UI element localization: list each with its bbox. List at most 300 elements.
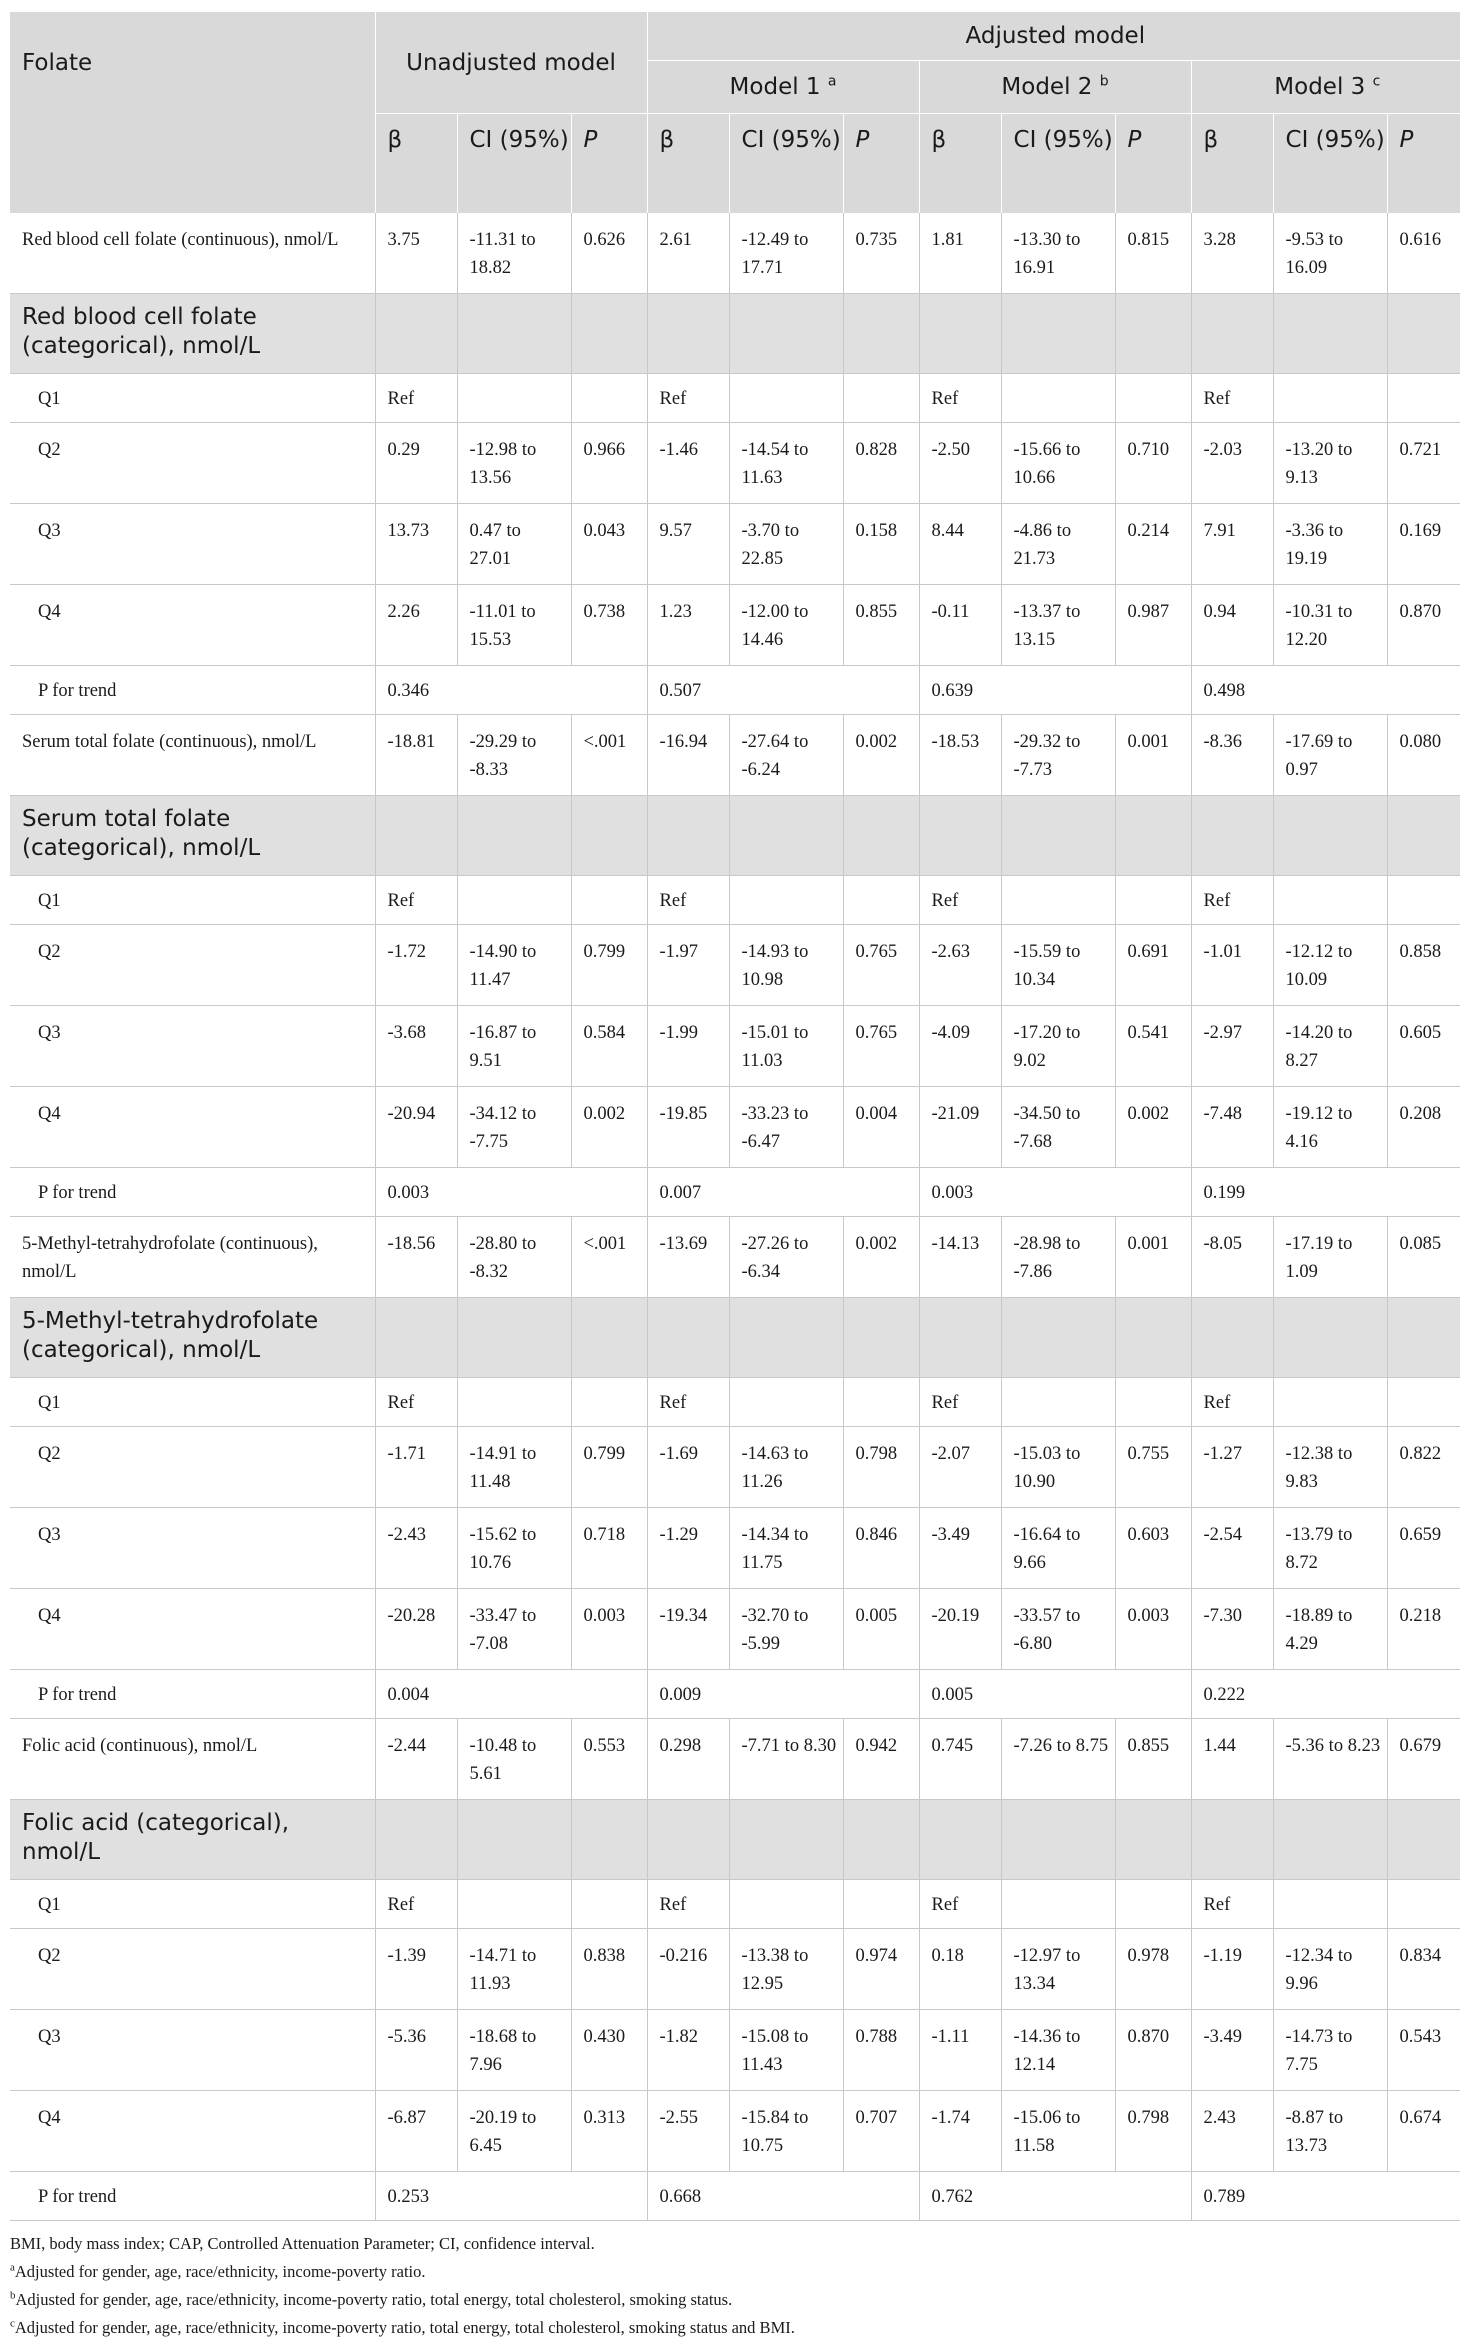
section-cell	[1273, 796, 1387, 876]
p-cell: 0.002	[571, 1087, 647, 1168]
footnote	[10, 2315, 1456, 2340]
p-cell: 0.004	[843, 1087, 919, 1168]
trend-row	[10, 2172, 1460, 2221]
section-cell	[1273, 294, 1387, 374]
section-cell	[729, 1800, 843, 1880]
footnote-marker: a	[10, 2261, 15, 2274]
beta-cell: -20.19	[919, 1589, 1001, 1670]
p-cell: 0.870	[1115, 2010, 1191, 2091]
section-cell	[1115, 294, 1191, 374]
ci-cell: -15.03 to 10.90	[1001, 1427, 1115, 1508]
beta-cell: -2.43	[375, 1508, 457, 1589]
beta-cell: -1.01	[1191, 925, 1273, 1006]
beta-cell: 13.73	[375, 504, 457, 585]
ci-cell: -14.63 to 11.26	[729, 1427, 843, 1508]
beta-cell: 2.26	[375, 585, 457, 666]
ci-cell: -12.49 to 17.71	[729, 213, 843, 294]
ci-cell	[1273, 1378, 1387, 1427]
ci-cell: -15.01 to 11.03	[729, 1006, 843, 1087]
beta-cell: -7.30	[1191, 1589, 1273, 1670]
ci-cell	[457, 374, 571, 423]
section-cell	[919, 1298, 1001, 1378]
p-cell	[571, 1880, 647, 1929]
section-cell	[375, 1800, 457, 1880]
section-cell	[843, 294, 919, 374]
ci-header-0: CI (95%)	[457, 114, 571, 214]
beta-cell: Ref	[919, 876, 1001, 925]
beta-cell: 2.43	[1191, 2091, 1273, 2172]
section-cell	[571, 796, 647, 876]
ci-cell: -14.93 to 10.98	[729, 925, 843, 1006]
row-label: Serum total folate (continuous), nmol/L	[10, 715, 375, 796]
beta-cell: 9.57	[647, 504, 729, 585]
row-label: Q1	[10, 1880, 375, 1929]
ci-cell: -32.70 to -5.99	[729, 1589, 843, 1670]
section-row	[10, 1800, 1460, 1880]
p-cell: 0.798	[1115, 2091, 1191, 2172]
beta-cell: -2.63	[919, 925, 1001, 1006]
ci-cell: -14.36 to 12.14	[1001, 2010, 1115, 2091]
section-cell	[843, 1298, 919, 1378]
footnote	[10, 2231, 1456, 2256]
model2-sup: b	[1099, 73, 1109, 90]
section-cell	[571, 294, 647, 374]
table-row	[10, 1589, 1460, 1670]
beta-cell: -1.46	[647, 423, 729, 504]
ci-cell	[1001, 876, 1115, 925]
row-label: Q3	[10, 504, 375, 585]
ci-cell: -34.12 to -7.75	[457, 1087, 571, 1168]
section-cell	[375, 796, 457, 876]
ci-cell: -15.84 to 10.75	[729, 2091, 843, 2172]
p-cell: 0.005	[843, 1589, 919, 1670]
beta-cell: -18.56	[375, 1217, 457, 1298]
p-cell	[571, 1378, 647, 1427]
table-row	[10, 374, 1460, 423]
p-trend-cell: 0.668	[647, 2172, 919, 2221]
beta-cell: -3.68	[375, 1006, 457, 1087]
p-trend-cell: 0.507	[647, 666, 919, 715]
beta-cell: -4.09	[919, 1006, 1001, 1087]
ci-cell: -14.20 to 8.27	[1273, 1006, 1387, 1087]
section-row	[10, 796, 1460, 876]
ci-cell	[1273, 876, 1387, 925]
row-label: Q4	[10, 585, 375, 666]
table-row	[10, 925, 1460, 1006]
table-row	[10, 715, 1460, 796]
section-cell	[1273, 1800, 1387, 1880]
footnote-text: Adjusted for gender, age, race/ethnicity, income-poverty ratio.	[14, 2262, 426, 2281]
p-cell: 0.870	[1387, 585, 1460, 666]
section-cell	[1191, 1800, 1273, 1880]
beta-cell: Ref	[647, 1880, 729, 1929]
p-cell: 0.834	[1387, 1929, 1460, 2010]
p-cell: 0.002	[843, 1217, 919, 1298]
footnote-text: BMI, body mass index; CAP, Controlled Attenuation Parameter; CI, confidence interval.	[10, 2234, 595, 2253]
p-trend-cell: 0.005	[919, 1670, 1191, 1719]
ci-cell	[729, 876, 843, 925]
ci-cell: -3.36 to 19.19	[1273, 504, 1387, 585]
ci-cell: -17.69 to 0.97	[1273, 715, 1387, 796]
row-label: P for trend	[10, 1168, 375, 1217]
section-cell	[647, 796, 729, 876]
p-cell: 0.978	[1115, 1929, 1191, 2010]
section-cell	[1001, 796, 1115, 876]
p-cell: 0.584	[571, 1006, 647, 1087]
footnote	[10, 2287, 1456, 2312]
p-trend-cell: 0.009	[647, 1670, 919, 1719]
ci-cell: 0.47 to 27.01	[457, 504, 571, 585]
ci-cell	[729, 1880, 843, 1929]
table-row	[10, 1217, 1460, 1298]
p-cell: 0.788	[843, 2010, 919, 2091]
row-label: Q3	[10, 2010, 375, 2091]
trend-row	[10, 666, 1460, 715]
beta-header-2: β	[919, 114, 1001, 214]
p-cell: 0.214	[1115, 504, 1191, 585]
table-row	[10, 1427, 1460, 1508]
ci-cell: -11.01 to 15.53	[457, 585, 571, 666]
beta-cell: -8.36	[1191, 715, 1273, 796]
ci-cell: -5.36 to 8.23	[1273, 1719, 1387, 1800]
p-cell	[843, 1880, 919, 1929]
ci-cell: -15.06 to 11.58	[1001, 2091, 1115, 2172]
ci-cell: -29.29 to -8.33	[457, 715, 571, 796]
section-cell	[1387, 796, 1460, 876]
section-cell	[1387, 1298, 1460, 1378]
section-cell	[729, 1298, 843, 1378]
p-cell: 0.765	[843, 925, 919, 1006]
table-container	[10, 12, 1456, 2340]
p-cell: 0.553	[571, 1719, 647, 1800]
ci-cell: -18.89 to 4.29	[1273, 1589, 1387, 1670]
ci-cell: -10.48 to 5.61	[457, 1719, 571, 1800]
section-cell	[647, 1800, 729, 1880]
ci-cell: -4.86 to 21.73	[1001, 504, 1115, 585]
section-cell	[1191, 796, 1273, 876]
table-header	[10, 12, 1460, 213]
row-label: Q4	[10, 1087, 375, 1168]
p-cell: 0.846	[843, 1508, 919, 1589]
beta-cell: -18.81	[375, 715, 457, 796]
beta-cell: -2.03	[1191, 423, 1273, 504]
ci-cell: -34.50 to -7.68	[1001, 1087, 1115, 1168]
trend-row	[10, 1168, 1460, 1217]
ci-cell: -27.64 to -6.24	[729, 715, 843, 796]
ci-cell	[457, 1378, 571, 1427]
beta-cell: 7.91	[1191, 504, 1273, 585]
p-cell: 0.974	[843, 1929, 919, 2010]
ci-cell	[1273, 374, 1387, 423]
beta-cell: -2.97	[1191, 1006, 1273, 1087]
section-label: 5-Methyl-tetrahydrofolate (categorical), nmol/L	[10, 1298, 375, 1378]
p-trend-cell: 0.003	[919, 1168, 1191, 1217]
table-body	[10, 213, 1460, 2221]
section-cell	[1115, 1298, 1191, 1378]
p-cell: 0.616	[1387, 213, 1460, 294]
p-header-1: P	[843, 114, 919, 214]
ci-cell: -29.32 to -7.73	[1001, 715, 1115, 796]
beta-cell: 0.298	[647, 1719, 729, 1800]
ci-cell: -19.12 to 4.16	[1273, 1087, 1387, 1168]
ci-cell: -14.91 to 11.48	[457, 1427, 571, 1508]
model1-label: Model 1	[729, 74, 821, 100]
table-footnotes	[10, 2231, 1456, 2340]
p-cell	[1115, 374, 1191, 423]
p-cell: 0.541	[1115, 1006, 1191, 1087]
section-cell	[1001, 294, 1115, 374]
table-row	[10, 585, 1460, 666]
beta-cell: -1.72	[375, 925, 457, 1006]
beta-cell: -1.39	[375, 1929, 457, 2010]
section-cell	[1191, 1298, 1273, 1378]
p-cell: 0.169	[1387, 504, 1460, 585]
p-cell: 0.313	[571, 2091, 647, 2172]
section-cell	[571, 1800, 647, 1880]
p-cell: 0.838	[571, 1929, 647, 2010]
beta-cell: -14.13	[919, 1217, 1001, 1298]
section-cell	[729, 294, 843, 374]
p-cell: 0.659	[1387, 1508, 1460, 1589]
beta-cell: -1.11	[919, 2010, 1001, 2091]
table-row	[10, 423, 1460, 504]
beta-cell: 0.745	[919, 1719, 1001, 1800]
p-cell: 0.543	[1387, 2010, 1460, 2091]
ci-cell: -18.68 to 7.96	[457, 2010, 571, 2091]
table-row	[10, 1508, 1460, 1589]
beta-cell: -19.85	[647, 1087, 729, 1168]
beta-cell: 8.44	[919, 504, 1001, 585]
p-trend-cell: 0.639	[919, 666, 1191, 715]
beta-cell: -2.55	[647, 2091, 729, 2172]
ci-cell: -13.79 to 8.72	[1273, 1508, 1387, 1589]
ci-header-2: CI (95%)	[1001, 114, 1115, 214]
p-cell: 0.721	[1387, 423, 1460, 504]
ci-cell: -12.97 to 13.34	[1001, 1929, 1115, 2010]
p-cell	[571, 876, 647, 925]
p-cell: 0.001	[1115, 1217, 1191, 1298]
beta-cell: -20.28	[375, 1589, 457, 1670]
ci-cell	[1001, 1378, 1115, 1427]
model3-header	[1191, 61, 1460, 114]
p-cell: 0.674	[1387, 2091, 1460, 2172]
ci-cell: -11.31 to 18.82	[457, 213, 571, 294]
beta-cell: -8.05	[1191, 1217, 1273, 1298]
p-cell	[843, 374, 919, 423]
ci-cell: -7.71 to 8.30	[729, 1719, 843, 1800]
beta-cell: 1.23	[647, 585, 729, 666]
p-cell	[1115, 876, 1191, 925]
section-cell	[1191, 294, 1273, 374]
section-cell	[1387, 294, 1460, 374]
beta-cell: Ref	[1191, 374, 1273, 423]
section-cell	[375, 294, 457, 374]
beta-cell: -3.49	[1191, 2010, 1273, 2091]
beta-cell: -1.74	[919, 2091, 1001, 2172]
ci-cell: -12.98 to 13.56	[457, 423, 571, 504]
p-header-3: P	[1387, 114, 1460, 214]
beta-cell: 3.75	[375, 213, 457, 294]
beta-cell: -16.94	[647, 715, 729, 796]
section-cell	[919, 294, 1001, 374]
ci-cell: -15.62 to 10.76	[457, 1508, 571, 1589]
p-cell: 0.987	[1115, 585, 1191, 666]
beta-cell: 0.29	[375, 423, 457, 504]
p-cell: 0.799	[571, 925, 647, 1006]
ci-cell	[1001, 1880, 1115, 1929]
p-cell: 0.001	[1115, 715, 1191, 796]
p-trend-cell: 0.498	[1191, 666, 1460, 715]
p-cell	[843, 1378, 919, 1427]
section-label: Folic acid (categorical), nmol/L	[10, 1800, 375, 1880]
p-cell: 0.735	[843, 213, 919, 294]
beta-cell: -1.97	[647, 925, 729, 1006]
section-label: Red blood cell folate (categorical), nmol/L	[10, 294, 375, 374]
p-cell: 0.718	[571, 1508, 647, 1589]
row-label: Q4	[10, 1589, 375, 1670]
beta-header-1: β	[647, 114, 729, 214]
p-cell: 0.003	[571, 1589, 647, 1670]
ci-cell: -3.70 to 22.85	[729, 504, 843, 585]
section-cell	[647, 294, 729, 374]
p-cell: 0.755	[1115, 1427, 1191, 1508]
beta-cell: 1.44	[1191, 1719, 1273, 1800]
beta-cell: -1.27	[1191, 1427, 1273, 1508]
table-row	[10, 1719, 1460, 1800]
beta-cell: Ref	[1191, 876, 1273, 925]
p-cell	[843, 876, 919, 925]
row-label: Folic acid (continuous), nmol/L	[10, 1719, 375, 1800]
section-cell	[457, 1298, 571, 1378]
table-row	[10, 1378, 1460, 1427]
section-cell	[1001, 1800, 1115, 1880]
beta-cell: Ref	[1191, 1378, 1273, 1427]
model3-sup: c	[1372, 73, 1381, 90]
section-cell	[1273, 1298, 1387, 1378]
beta-cell: -1.82	[647, 2010, 729, 2091]
beta-cell: -5.36	[375, 2010, 457, 2091]
ci-cell: -14.73 to 7.75	[1273, 2010, 1387, 2091]
p-trend-cell: 0.346	[375, 666, 647, 715]
beta-cell: -1.29	[647, 1508, 729, 1589]
p-cell	[1387, 1880, 1460, 1929]
subheader-row	[10, 114, 1460, 214]
ci-cell: -13.37 to 13.15	[1001, 585, 1115, 666]
trend-row	[10, 1670, 1460, 1719]
ci-cell: -14.54 to 11.63	[729, 423, 843, 504]
p-cell: 0.603	[1115, 1508, 1191, 1589]
section-label: Serum total folate (categorical), nmol/L	[10, 796, 375, 876]
p-cell: 0.738	[571, 585, 647, 666]
ci-cell: -8.87 to 13.73	[1273, 2091, 1387, 2172]
ci-cell	[1001, 374, 1115, 423]
table-row	[10, 1929, 1460, 2010]
row-label: Q2	[10, 1427, 375, 1508]
p-cell: 0.430	[571, 2010, 647, 2091]
p-trend-cell: 0.199	[1191, 1168, 1460, 1217]
p-cell: 0.002	[1115, 1087, 1191, 1168]
section-cell	[375, 1298, 457, 1378]
row-label: Q1	[10, 1378, 375, 1427]
ci-cell: -12.38 to 9.83	[1273, 1427, 1387, 1508]
section-cell	[1115, 1800, 1191, 1880]
p-cell: 0.691	[1115, 925, 1191, 1006]
model1-sup: a	[827, 73, 837, 90]
beta-cell: -18.53	[919, 715, 1001, 796]
section-cell	[457, 796, 571, 876]
ci-cell: -17.20 to 9.02	[1001, 1006, 1115, 1087]
p-cell: 0.828	[843, 423, 919, 504]
ci-cell: -12.34 to 9.96	[1273, 1929, 1387, 2010]
table-row	[10, 1880, 1460, 1929]
section-cell	[1387, 1800, 1460, 1880]
p-cell: 0.043	[571, 504, 647, 585]
beta-cell: Ref	[647, 374, 729, 423]
row-label: Q2	[10, 423, 375, 504]
p-cell: 0.798	[843, 1427, 919, 1508]
beta-cell: Ref	[375, 876, 457, 925]
p-trend-cell: 0.762	[919, 2172, 1191, 2221]
ci-cell: -9.53 to 16.09	[1273, 213, 1387, 294]
ci-cell: -7.26 to 8.75	[1001, 1719, 1115, 1800]
ci-cell: -15.08 to 11.43	[729, 2010, 843, 2091]
model1-header	[647, 61, 919, 114]
table-row	[10, 213, 1460, 294]
ci-cell: -20.19 to 6.45	[457, 2091, 571, 2172]
p-cell	[1387, 374, 1460, 423]
adjusted-model-header: Adjusted model	[647, 12, 1460, 61]
ci-cell: -33.23 to -6.47	[729, 1087, 843, 1168]
row-label: Q3	[10, 1508, 375, 1589]
p-cell: 0.158	[843, 504, 919, 585]
row-label: Q2	[10, 1929, 375, 2010]
ci-cell: -13.38 to 12.95	[729, 1929, 843, 2010]
p-cell	[1387, 1378, 1460, 1427]
section-row	[10, 294, 1460, 374]
row-label: Q4	[10, 2091, 375, 2172]
p-cell: 0.626	[571, 213, 647, 294]
ci-cell: -13.20 to 9.13	[1273, 423, 1387, 504]
p-trend-cell: 0.003	[375, 1168, 647, 1217]
ci-cell: -17.19 to 1.09	[1273, 1217, 1387, 1298]
p-cell	[1115, 1378, 1191, 1427]
beta-cell: -1.71	[375, 1427, 457, 1508]
p-cell: 0.855	[1115, 1719, 1191, 1800]
row-label: Q2	[10, 925, 375, 1006]
beta-cell: -19.34	[647, 1589, 729, 1670]
footnote-marker: c	[10, 2317, 15, 2330]
beta-cell: -1.99	[647, 1006, 729, 1087]
beta-cell: -20.94	[375, 1087, 457, 1168]
model2-label: Model 2	[1001, 74, 1093, 100]
p-cell	[1387, 876, 1460, 925]
p-cell: 0.218	[1387, 1589, 1460, 1670]
ci-cell: -12.00 to 14.46	[729, 585, 843, 666]
ci-cell: -15.66 to 10.66	[1001, 423, 1115, 504]
beta-cell: 0.18	[919, 1929, 1001, 2010]
folate-subheader-blank	[10, 114, 375, 214]
ci-cell: -16.87 to 9.51	[457, 1006, 571, 1087]
results-table	[10, 12, 1460, 2221]
p-cell: 0.707	[843, 2091, 919, 2172]
ci-cell: -14.71 to 11.93	[457, 1929, 571, 2010]
row-label: Q3	[10, 1006, 375, 1087]
p-cell: 0.002	[843, 715, 919, 796]
row-label: 5-Methyl-tetrahydrofolate (continuous), nmol/L	[10, 1217, 375, 1298]
ci-cell: -27.26 to -6.34	[729, 1217, 843, 1298]
section-row	[10, 1298, 1460, 1378]
p-cell: 0.208	[1387, 1087, 1460, 1168]
